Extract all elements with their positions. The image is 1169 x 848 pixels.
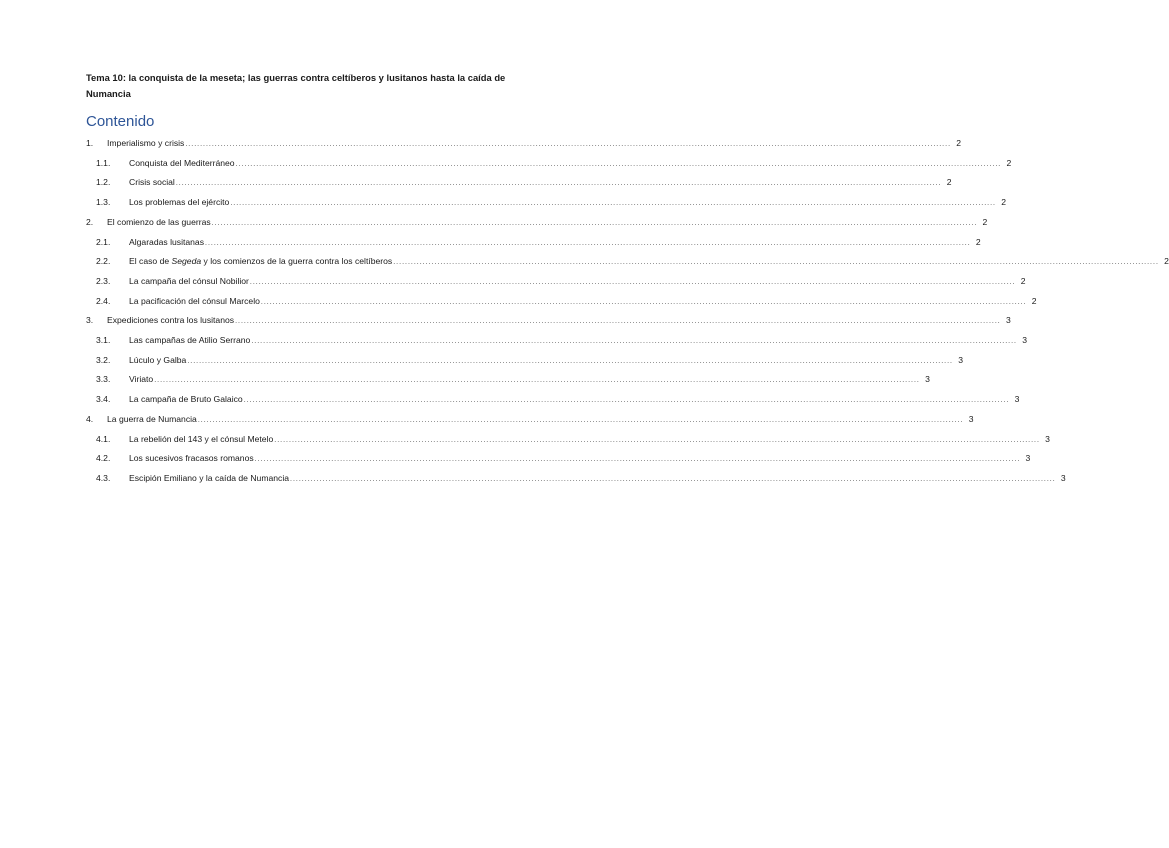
document-title	[86, 70, 518, 102]
toc-dot-leader: ....................................................................................................................................................................................................................................................................	[230, 200, 996, 208]
toc-entry-title: Imperialismo y crisis	[107, 138, 185, 148]
toc-entry-title: Los sucesivos fracasos romanos	[129, 453, 254, 464]
toc-entry[interactable]	[86, 314, 1011, 326]
toc-entry[interactable]	[96, 452, 1031, 464]
toc-page-number: 2	[1001, 197, 1006, 208]
toc-page-number: 3	[925, 374, 930, 385]
toc-dot-leader: ....................................................................................................................................................................................................................................................................	[290, 475, 1056, 483]
toc-page-number: 2	[982, 216, 988, 227]
toc-entry-title: La campaña de Bruto Galaico	[129, 394, 243, 405]
toc-entry-number: 4.3.	[96, 472, 111, 483]
toc-page-number: 2	[1031, 295, 1037, 306]
toc-entry[interactable]	[86, 216, 988, 228]
toc-dot-leader: ....................................................................................................................................................................................................................................................................	[274, 436, 1040, 444]
toc-entry[interactable]	[96, 334, 1027, 346]
toc-entry-number: 3.1.	[96, 335, 111, 345]
toc-dot-leader: ....................................................................................................................................................................................................................................................................	[185, 141, 952, 148]
toc-heading: Contenido	[86, 113, 155, 130]
toc-entry-number: 1.3.	[96, 197, 111, 208]
toc-dot-leader: ....................................................................................................................................................................................................................................................................	[249, 278, 1016, 286]
toc-page-number: 3	[958, 354, 963, 365]
toc-entry-title: Crisis social	[129, 177, 175, 188]
toc-entry-number: 3.2.	[96, 354, 111, 365]
toc-dot-leader: ....................................................................................................................................................................................................................................................................	[205, 239, 971, 247]
toc-entry-number: 2.3.	[96, 275, 111, 286]
toc-entry[interactable]	[86, 137, 962, 149]
toc-entry-title: La campaña del cónsul Nobilior	[129, 275, 249, 286]
toc-entry-title	[129, 255, 392, 267]
toc-dot-leader: ....................................................................................................................................................................................................................................................................	[154, 377, 920, 385]
toc-entry-title: Expediciones contra los lusitanos	[107, 315, 235, 326]
toc-dot-leader: ....................................................................................................................................................................................................................................................................	[393, 259, 1159, 267]
toc-page-number: 2	[1164, 256, 1169, 267]
toc-entry-number: 2.	[86, 216, 94, 227]
toc-dot-leader: ....................................................................................................................................................................................................................................................................	[175, 180, 942, 188]
toc-entry-number: 4.2.	[96, 453, 111, 464]
toc-dot-leader: ....................................................................................................................................................................................................................................................................	[211, 219, 978, 227]
toc-entry[interactable]	[96, 236, 981, 248]
toc-entry-number: 1.	[86, 138, 94, 148]
toc-entry-title: La rebelión del 143 y el cónsul Metelo	[129, 433, 274, 444]
toc-entry-number: 3.4.	[96, 394, 111, 405]
toc-page-number: 3	[1025, 453, 1031, 464]
toc-entry[interactable]	[96, 176, 952, 188]
toc-entry-title: La guerra de Numancia	[107, 413, 197, 424]
toc-entry[interactable]	[96, 393, 1020, 405]
toc-dot-leader: ....................................................................................................................................................................................................................................................................	[197, 416, 964, 424]
toc-entry[interactable]	[96, 433, 1050, 445]
toc-page-number: 3	[1014, 394, 1020, 405]
toc-entry[interactable]	[86, 413, 974, 425]
toc-page-number: 3	[1060, 472, 1066, 483]
toc-page-number: 2	[975, 236, 981, 247]
toc-entry-title: La pacificación del cónsul Marcelo	[129, 295, 260, 306]
toc-entry-number: 1.2.	[96, 177, 111, 188]
toc-entry-title-part: El caso de	[129, 256, 172, 267]
toc-page-number: 3	[1005, 315, 1011, 326]
toc-dot-leader: ....................................................................................................................................................................................................................................................................	[260, 298, 1027, 306]
toc-entry-number: 1.1.	[96, 157, 111, 168]
toc-entry-title-part: y los comienzos de la guerra contra los celtíberos	[201, 256, 393, 267]
document-title-label: Tema 10	[86, 72, 123, 83]
toc-entry-title-italic: Segeda	[171, 256, 202, 267]
toc-dot-leader: ....................................................................................................................................................................................................................................................................	[235, 160, 1002, 168]
toc-dot-leader: ....................................................................................................................................................................................................................................................................	[254, 456, 1021, 464]
toc-entry-title: Los problemas del ejército	[129, 197, 230, 208]
toc-entry-title: Las campañas de Atilio Serrano	[129, 335, 251, 345]
toc-page-number: 3	[968, 413, 974, 424]
toc-entry-number: 2.1.	[96, 236, 111, 247]
toc-entry[interactable]	[96, 275, 1026, 287]
toc-entry-title: Conquista del Mediterráneo	[129, 157, 235, 168]
toc-entry-title: Viriato	[129, 374, 154, 385]
toc-page-number: 2	[1006, 157, 1012, 168]
toc-entry[interactable]	[96, 472, 1066, 484]
toc-entry-title: Algaradas lusitanas	[129, 236, 205, 247]
toc-dot-leader: ....................................................................................................................................................................................................................................................................	[235, 318, 1001, 326]
toc-dot-leader: ....................................................................................................................................................................................................................................................................	[243, 397, 1010, 405]
toc-entry-number: 4.1.	[96, 433, 111, 444]
document-title-text: : la conquista de la meseta; las guerras contra celtíberos y lusitanos hasta la caída de Numancia	[86, 72, 506, 99]
toc-entry[interactable]	[96, 373, 930, 385]
toc-dot-leader: ....................................................................................................................................................................................................................................................................	[251, 338, 1017, 345]
toc-entry-title: Escipión Emiliano y la caída de Numancia	[129, 472, 290, 483]
toc-entry-number: 3.3.	[96, 374, 111, 385]
toc-entry-title: Lúculo y Galba	[129, 354, 187, 365]
toc-entry-number: 2.2.	[96, 256, 111, 267]
toc-entry[interactable]	[96, 196, 1006, 208]
toc-entry-title: El comienzo de las guerras	[107, 216, 211, 227]
toc-page-number: 2	[1020, 275, 1026, 286]
toc-entry[interactable]	[96, 157, 1012, 169]
toc-page-number: 3	[1045, 433, 1050, 444]
toc-dot-leader: ....................................................................................................................................................................................................................................................................	[187, 357, 953, 365]
toc-entry-number: 2.4.	[96, 295, 111, 306]
toc-page-number: 3	[1022, 335, 1027, 345]
toc-page-number: 2	[946, 177, 952, 188]
toc-page-number: 2	[956, 138, 962, 148]
toc-entry-number: 3.	[86, 315, 94, 326]
toc-entry[interactable]	[96, 354, 963, 366]
toc-entry[interactable]	[96, 295, 1037, 307]
toc-entry-number: 4.	[86, 413, 94, 424]
toc-entry[interactable]	[96, 255, 1169, 267]
